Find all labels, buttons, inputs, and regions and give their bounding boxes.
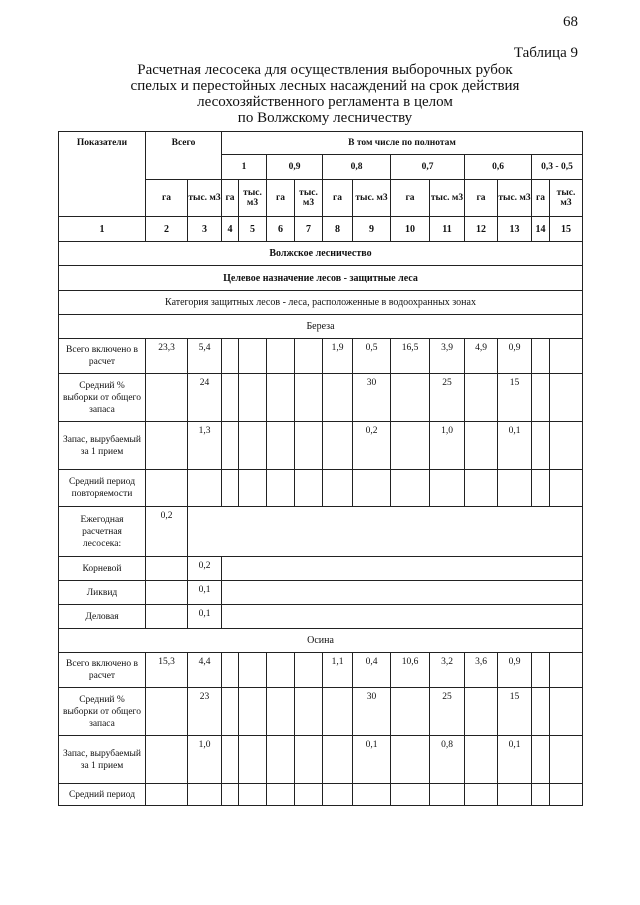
cell-value [295,653,323,688]
column-index: 3 [188,217,222,242]
header-unit-thousand-m3: тыс. м3 [239,180,267,217]
lesoseka-table [58,131,583,806]
cell-value [146,422,188,470]
table-row [59,736,583,784]
cell-value [222,470,239,507]
cell-value [222,688,239,736]
cell-value: 0,1 [498,736,532,784]
cell-value [391,736,430,784]
cell-value: 0,2 [188,557,222,581]
cell-value: 0,1 [498,422,532,470]
cell-value [532,374,550,422]
header-unit-ha: га [146,180,188,217]
cell-value: 25 [430,688,465,736]
row-label: Средний период повторяемости [59,470,146,507]
row-label: Средний % выборки от общего запаса [59,688,146,736]
cell-value [239,470,267,507]
cell-value [295,736,323,784]
cell-value: 15 [498,374,532,422]
row-label: Всего включено в расчет [59,339,146,374]
cell-value [267,374,295,422]
cell-value: 15,3 [146,653,188,688]
header-unit-thousand-m3: тыс. м3 [550,180,583,217]
cell-value [550,339,583,374]
cell-value [267,784,295,806]
cell-value: 0,1 [188,605,222,629]
cell-value [222,374,239,422]
cell-value [267,470,295,507]
row-label: Запас, вырубаемый за 1 прием [59,736,146,784]
title-line: Расчетная лесосека для осуществления выборочных рубок [137,62,513,78]
cell-empty [222,605,583,629]
cell-value [295,422,323,470]
cell-value [323,470,353,507]
cell-value [532,470,550,507]
cell-value: 0,2 [146,507,188,557]
table-row [59,688,583,736]
cell-value [465,374,498,422]
cell-value [222,736,239,784]
cell-value [498,784,532,806]
header-unit-thousand-m3: тыс. м3 [430,180,465,217]
cell-value [353,470,391,507]
cell-value: 0,2 [353,422,391,470]
cell-value [532,736,550,784]
header-unit-thousand-m3: тыс. м3 [498,180,532,217]
header-density: 1 [222,155,267,180]
column-index: 10 [391,217,430,242]
cell-value [465,784,498,806]
column-index: 1 [59,217,146,242]
row-label: Корневой [59,557,146,581]
cell-value [550,653,583,688]
column-index: 5 [239,217,267,242]
species-heading: Осина [59,629,583,653]
cell-value: 1,9 [323,339,353,374]
table-row [59,784,583,806]
table-row [59,470,583,507]
cell-value [391,688,430,736]
cell-value [222,422,239,470]
header-unit-thousand-m3: тыс. м3 [353,180,391,217]
column-index: 9 [353,217,391,242]
cell-value [550,688,583,736]
header-unit-ha: га [391,180,430,217]
column-index: 7 [295,217,323,242]
header-unit-ha: га [323,180,353,217]
cell-value: 4,9 [465,339,498,374]
header-unit-ha: га [267,180,295,217]
cell-value: 4,4 [188,653,222,688]
column-index: 8 [323,217,353,242]
cell-value: 23,3 [146,339,188,374]
section-purpose: Целевое назначение лесов - защитные леса [59,266,583,291]
header-density: 0,9 [267,155,323,180]
table-row [59,507,583,557]
cell-value: 0,9 [498,653,532,688]
cell-value [323,736,353,784]
table-row [59,339,583,374]
cell-value [323,784,353,806]
column-index: 4 [222,217,239,242]
table-row [59,374,583,422]
cell-value [146,470,188,507]
header-density: 0,6 [465,155,532,180]
cell-value [188,784,222,806]
cell-value [532,653,550,688]
column-index: 14 [532,217,550,242]
cell-value: 30 [353,688,391,736]
row-label: Ликвид [59,581,146,605]
cell-value [267,339,295,374]
header-density: 0,3 - 0,5 [532,155,583,180]
cell-value: 23 [188,688,222,736]
cell-value [188,470,222,507]
cell-value: 1,3 [188,422,222,470]
cell-value [465,470,498,507]
row-label: Запас, вырубаемый за 1 прием [59,422,146,470]
cell-value [550,470,583,507]
cell-value: 16,5 [391,339,430,374]
cell-value [146,688,188,736]
cell-value: 3,9 [430,339,465,374]
header-incl-density: В том числе по полнотам [222,132,583,155]
cell-value [323,688,353,736]
cell-value [295,784,323,806]
cell-value: 0,8 [430,736,465,784]
cell-value [222,339,239,374]
cell-value [532,422,550,470]
cell-value: 30 [353,374,391,422]
cell-value: 25 [430,374,465,422]
cell-value [146,581,188,605]
cell-value: 1,0 [188,736,222,784]
cell-value [267,653,295,688]
row-label: Всего включено в расчет [59,653,146,688]
title-line: спелых и перестойных лесных насаждений на срок действия [130,78,520,94]
table-row [59,422,583,470]
cell-value: 0,9 [498,339,532,374]
cell-value [239,422,267,470]
cell-value [239,339,267,374]
cell-value [465,736,498,784]
cell-value [267,422,295,470]
table-row [59,581,583,605]
cell-value [146,557,188,581]
cell-value [295,688,323,736]
cell-value [239,653,267,688]
cell-value [391,470,430,507]
table-row [59,653,583,688]
cell-value [391,374,430,422]
cell-value: 15 [498,688,532,736]
cell-value [550,784,583,806]
column-index: 2 [146,217,188,242]
cell-value: 0,4 [353,653,391,688]
cell-value [239,736,267,784]
cell-value [146,784,188,806]
table-label: Таблица 9 [513,45,578,61]
cell-value: 1,0 [430,422,465,470]
cell-value [465,422,498,470]
table-row [59,605,583,629]
title-line: по Волжскому лесничеству [237,110,413,126]
column-index: 13 [498,217,532,242]
column-index: 11 [430,217,465,242]
cell-value: 3,2 [430,653,465,688]
cell-value [239,688,267,736]
table-title [90,62,560,126]
cell-value [391,784,430,806]
cell-value [465,688,498,736]
cell-value [239,784,267,806]
row-label: Деловая [59,605,146,629]
header-unit-ha: га [465,180,498,217]
header-unit-ha: га [532,180,550,217]
cell-value: 5,4 [188,339,222,374]
cell-value [391,422,430,470]
cell-value [430,470,465,507]
cell-value [532,784,550,806]
cell-value [323,422,353,470]
cell-value: 0,1 [188,581,222,605]
title-line: лесохозяйственного регламента в целом [197,94,453,110]
column-index: 6 [267,217,295,242]
cell-value [222,784,239,806]
cell-value: 1,1 [323,653,353,688]
cell-value: 0,5 [353,339,391,374]
cell-value [353,784,391,806]
cell-value [550,374,583,422]
header-indicators: Показатели [59,132,146,217]
cell-empty [222,557,583,581]
cell-value [323,374,353,422]
header-total: Всего [146,132,222,180]
header-density: 0,7 [391,155,465,180]
cell-value [498,470,532,507]
header-density: 0,8 [323,155,391,180]
row-label: Ежегодная расчетная лесосека: [59,507,146,557]
cell-value [222,653,239,688]
table-row [59,557,583,581]
cell-value [295,374,323,422]
cell-value [146,736,188,784]
header-unit-thousand-m3: тыс. м3 [295,180,323,217]
cell-value [146,605,188,629]
column-index: 15 [550,217,583,242]
cell-value [267,688,295,736]
cell-empty [188,507,583,557]
section-category: Категория защитных лесов - леса, расположенные в водоохранных зонах [59,291,583,315]
cell-value [146,374,188,422]
cell-value [532,339,550,374]
cell-value [550,736,583,784]
cell-value [532,688,550,736]
cell-empty [222,581,583,605]
section-forestry: Волжское лесничество [59,242,583,266]
cell-value: 10,6 [391,653,430,688]
row-label: Средний % выборки от общего запаса [59,374,146,422]
cell-value: 3,6 [465,653,498,688]
header-unit-ha: га [222,180,239,217]
row-label: Средний период [59,784,146,806]
header-unit-thousand-m3: тыс. м3 [188,180,222,217]
cell-value [267,736,295,784]
cell-value: 24 [188,374,222,422]
cell-value [239,374,267,422]
cell-value [295,470,323,507]
cell-value [295,339,323,374]
cell-value [550,422,583,470]
species-heading: Береза [59,315,583,339]
column-index: 12 [465,217,498,242]
page-number: 68 [563,14,578,30]
cell-value [430,784,465,806]
cell-value: 0,1 [353,736,391,784]
